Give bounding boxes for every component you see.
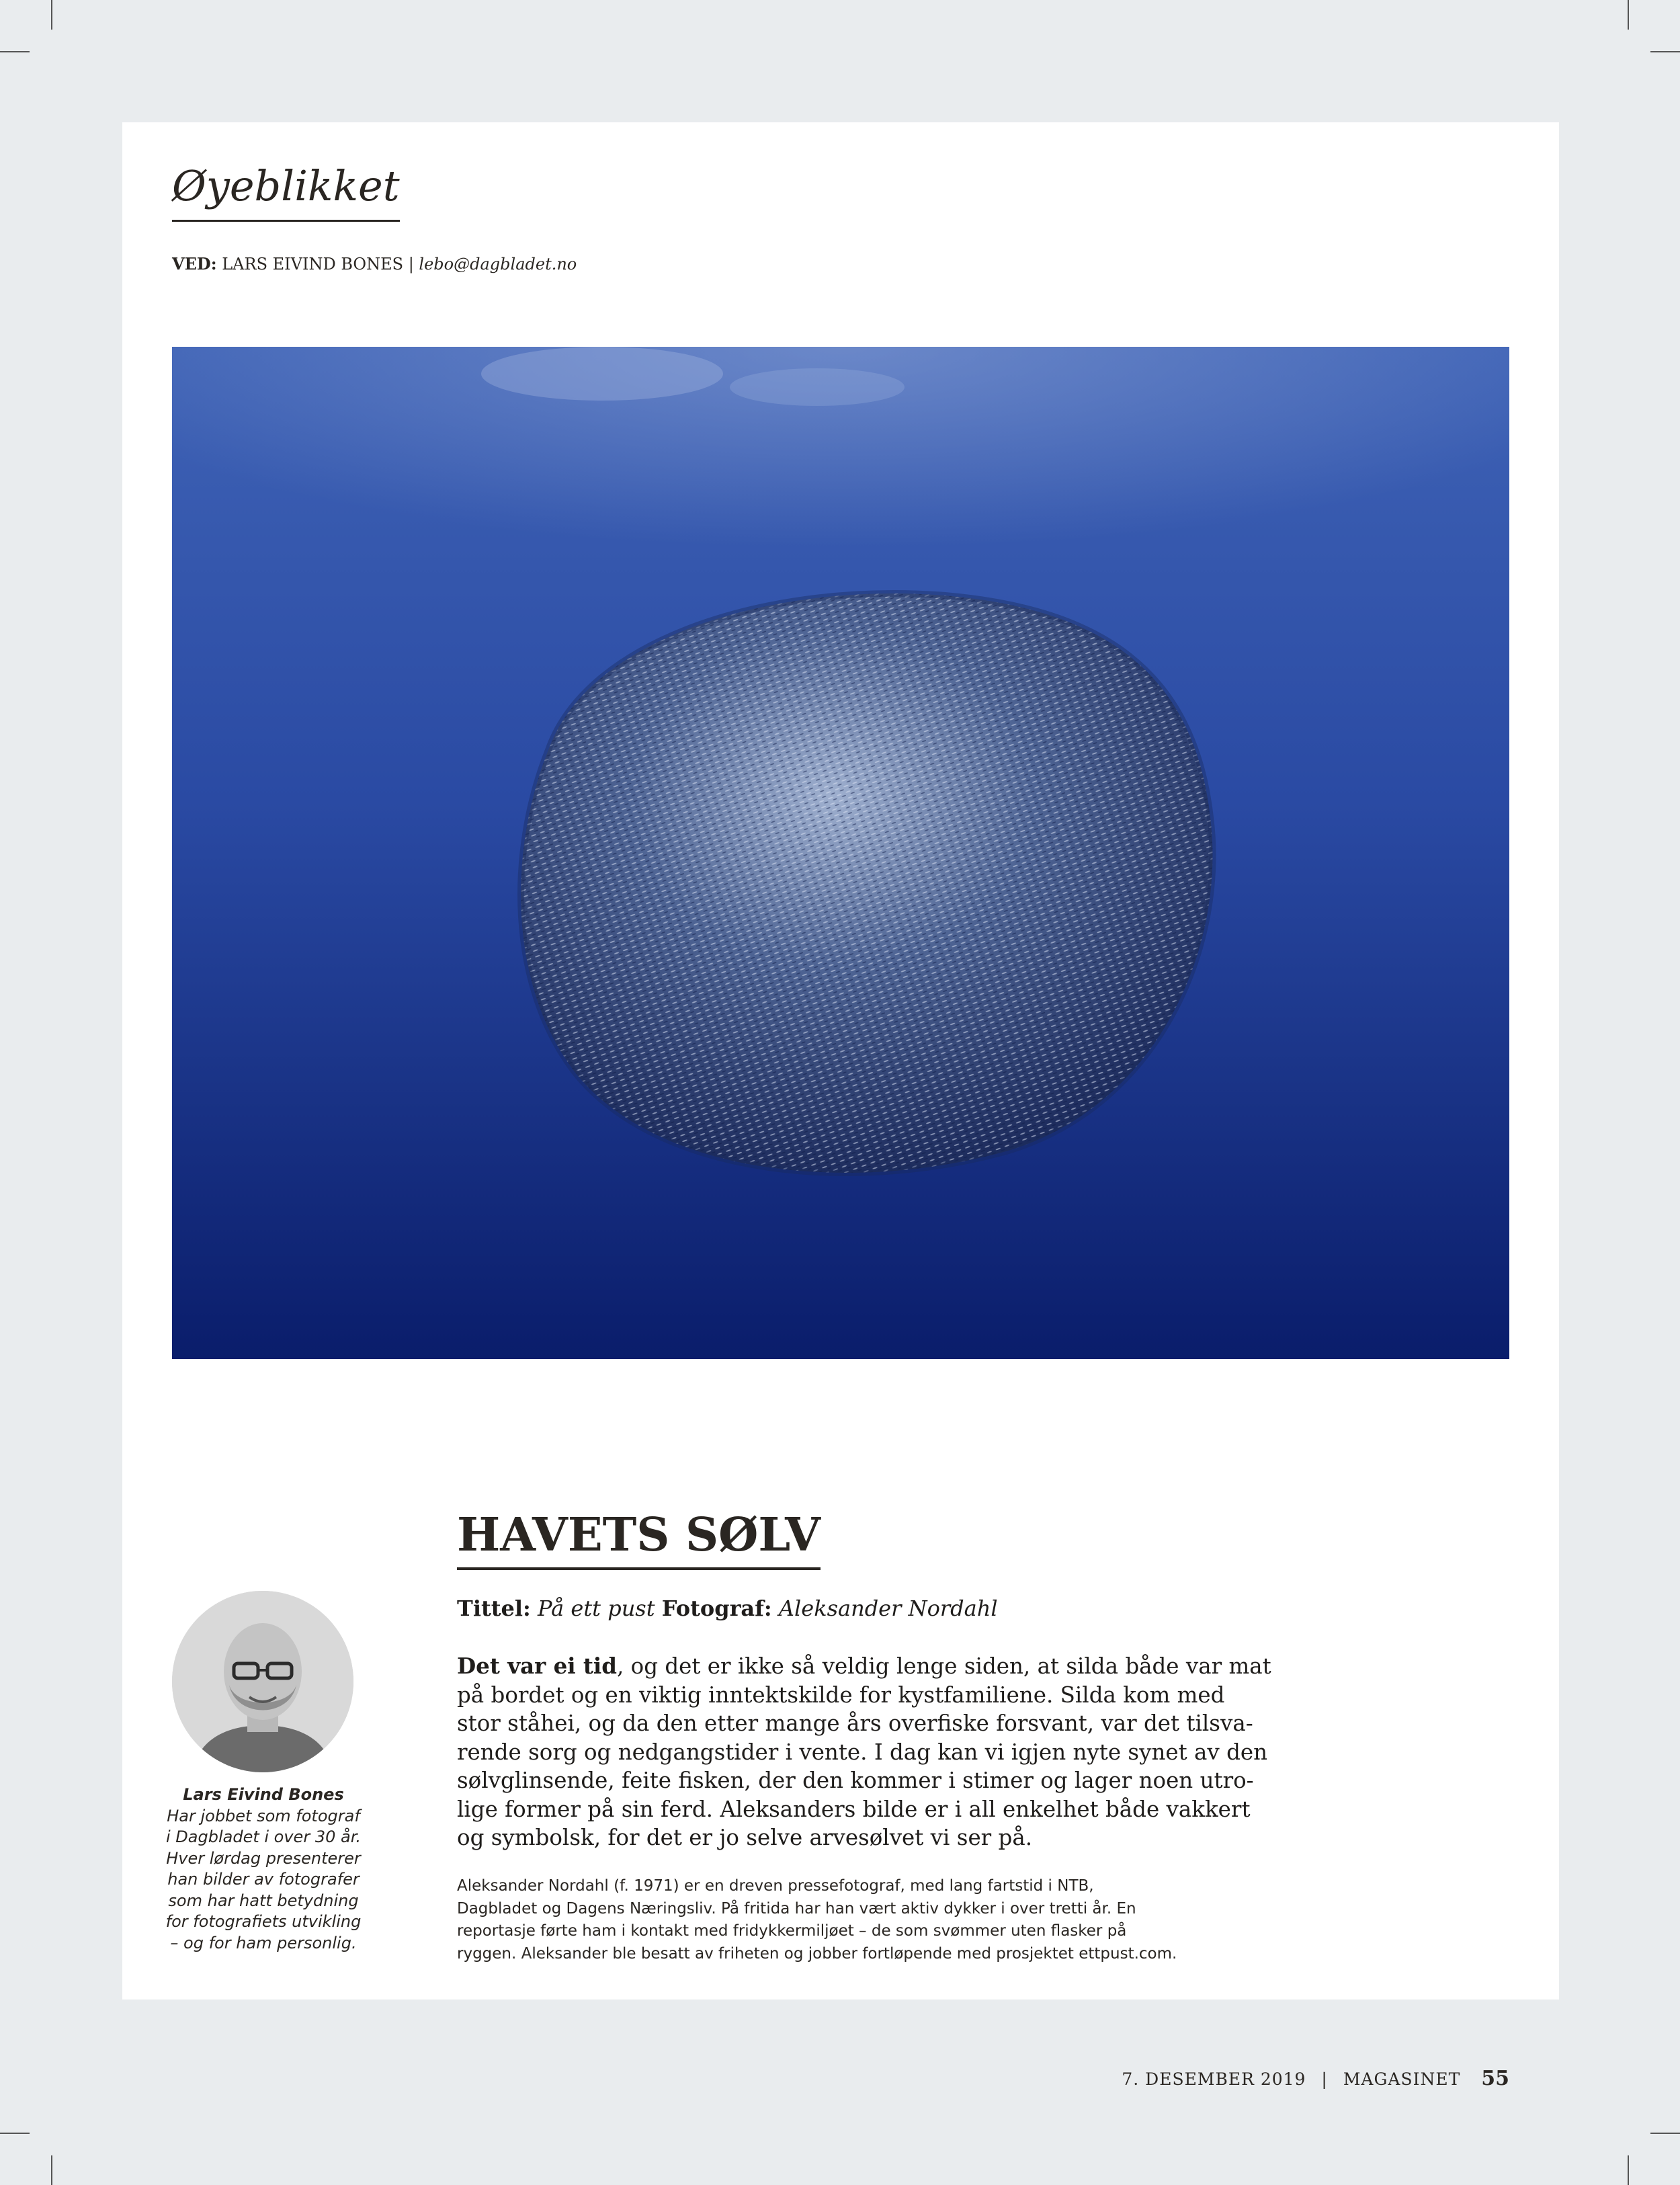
- byline: [172, 254, 577, 274]
- school-of-herring-underwater-photo: [172, 347, 1509, 1359]
- title-value: På ett pust: [538, 1596, 655, 1621]
- lede-line: rende sorg og nedgangstider i vente. I dag kan vi igjen nyte synet av den: [457, 1739, 1268, 1765]
- crop-mark: [1628, 2155, 1629, 2185]
- title-credit-line: [457, 1596, 998, 1621]
- bio-line: ryggen. Aleksander ble besatt av friheten og jobber fortløpende med prosjektet ettpust.com.: [457, 1944, 1177, 1963]
- author-portrait: [172, 1591, 353, 1772]
- author-bio-line: for fotografiets utvikling: [165, 1912, 362, 1931]
- page-number: 55: [1481, 2067, 1509, 2090]
- byline-label: VED:: [172, 254, 217, 274]
- lede-line: [457, 1652, 1271, 1681]
- lede-line: og symbolsk, for det er jo selve arvesølvet vi ser på.: [457, 1825, 1033, 1850]
- photographer-value: Aleksander Nordahl: [778, 1596, 998, 1621]
- footer-magazine: MAGASINET: [1343, 2069, 1461, 2089]
- article-lede: [457, 1652, 1271, 1852]
- crop-mark: [1628, 0, 1629, 30]
- crop-mark: [0, 51, 30, 52]
- author-bio-line: Har jobbet som fotograf: [167, 1806, 360, 1825]
- lede-line: sølvglinsende, feite fisken, der den kommer i stimer og lager noen utro-: [457, 1768, 1254, 1793]
- byline-name: LARS EIVIND BONES: [222, 255, 404, 274]
- crop-mark: [51, 0, 52, 30]
- author-bio-line: – og for ham personlig.: [170, 1933, 357, 1952]
- lede-lead-in: Det var ei tid: [457, 1653, 617, 1679]
- lede-line: stor ståhei, og da den etter mange års overfiske forsvant, var det tilsva-: [457, 1710, 1253, 1736]
- author-bio-line: i Dagbladet i over 30 år.: [166, 1827, 361, 1846]
- bio-line: Aleksander Nordahl (f. 1971) er en dreven pressefotograf, med lang fartstid i NTB,: [457, 1877, 1094, 1895]
- author-bio-line: han bilder av fotografer: [167, 1870, 360, 1889]
- photographer-label: Fotograf:: [661, 1596, 772, 1621]
- bio-line: reportasje førte ham i kontakt med fridykkermiljøet – de som svømmer uten flasker på: [457, 1922, 1127, 1940]
- footer-date: 7. DESEMBER 2019: [1122, 2069, 1306, 2089]
- author-avatar: [172, 1591, 353, 1772]
- bio-line: Dagbladet og Dagens Næringsliv. På fritida har han vært aktiv dykker i over tretti år. En: [457, 1899, 1136, 1918]
- crop-mark: [0, 2133, 30, 2134]
- author-bio-line: som har hatt betydning: [168, 1891, 359, 1910]
- lede-line-text: , og det er ikke så veldig lenge siden, at silda både var mat: [617, 1653, 1271, 1679]
- section-title: Øyeblikket: [172, 161, 400, 222]
- byline-separator: |: [408, 255, 414, 274]
- photographer-bio: [457, 1875, 1177, 1965]
- crop-mark: [51, 2155, 52, 2185]
- title-label: Tittel:: [457, 1596, 531, 1621]
- footer-separator: |: [1321, 2069, 1328, 2089]
- crop-mark: [1650, 2133, 1680, 2134]
- lede-line: på bordet og en viktig inntektskilde for kystfamiliene. Silda kom med: [457, 1682, 1225, 1708]
- crop-mark: [1650, 51, 1680, 52]
- page-footer: [1122, 2067, 1509, 2090]
- feature-photo: [172, 347, 1509, 1359]
- article-headline: HAVETS SØLV: [457, 1508, 821, 1570]
- lede-line: lige former på sin ferd. Aleksanders bilde er i all enkelhet både vakkert: [457, 1796, 1251, 1822]
- byline-email[interactable]: lebo@dagbladet.no: [419, 255, 577, 274]
- author-bio-line: Hver lørdag presenterer: [166, 1848, 361, 1868]
- author-name: Lars Eivind Bones: [183, 1785, 344, 1804]
- author-info: [141, 1784, 386, 1954]
